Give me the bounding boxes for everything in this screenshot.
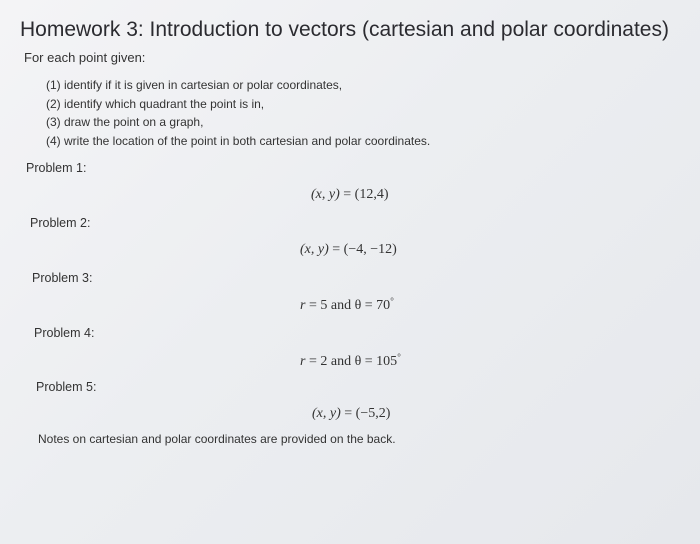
problem-5-expression: [312, 406, 390, 422]
problem-4-expression: [300, 352, 401, 370]
problem-5-lhs: (x, y): [312, 406, 341, 421]
problem-2-label: Problem 2:: [30, 216, 91, 230]
problem-3-degree: °: [390, 296, 394, 306]
problem-3-r-value: = 5 and: [305, 298, 355, 313]
problem-4-r-value: = 2 and: [305, 354, 355, 369]
problem-4-theta-value: = 105: [361, 354, 398, 369]
problem-3-label: Problem 3:: [32, 271, 93, 285]
problem-1-expression: [311, 187, 389, 203]
instruction-steps: [46, 76, 430, 150]
problem-1-equals: =: [339, 187, 355, 202]
problem-2-lhs: (x, y): [300, 242, 329, 257]
problem-2-equals: =: [328, 242, 344, 257]
problem-1-rhs: (12,4): [354, 187, 389, 202]
problem-5-rhs: (−5,2): [355, 406, 391, 421]
instruction-step: (1) identify if it is given in cartesian or polar coordinates,: [46, 78, 343, 92]
instruction-step: (4) write the location of the point in both cartesian and polar coordinates.: [46, 133, 431, 148]
problem-4-label: Problem 4:: [34, 326, 95, 340]
problem-3-theta-symbol: θ: [354, 298, 362, 313]
notes-footer: Notes on cartesian and polar coordinates are provided on the back.: [38, 432, 396, 446]
instruction-step: (2) identify which quadrant the point is in,: [46, 96, 265, 111]
problem-3-theta-value: = 70: [361, 298, 391, 313]
page-title: Homework 3: Introduction to vectors (cartesian and polar coordinates): [20, 18, 669, 41]
problem-4-theta-symbol: θ: [354, 354, 362, 369]
problem-4-r-symbol: r: [300, 354, 306, 369]
problem-1-label: Problem 1:: [26, 161, 87, 175]
problem-4-degree: °: [397, 352, 401, 362]
problem-3-expression: [300, 296, 394, 314]
problem-2-rhs: (−4, −12): [343, 242, 397, 257]
problem-5-label: Problem 5:: [36, 380, 97, 394]
problem-5-equals: =: [340, 406, 356, 421]
instruction-step: (3) draw the point on a graph,: [46, 115, 204, 129]
problem-1-lhs: (x, y): [311, 187, 340, 202]
instructions-intro: For each point given:: [24, 50, 146, 65]
problem-2-expression: [300, 242, 397, 258]
problem-3-r-symbol: r: [300, 298, 306, 313]
